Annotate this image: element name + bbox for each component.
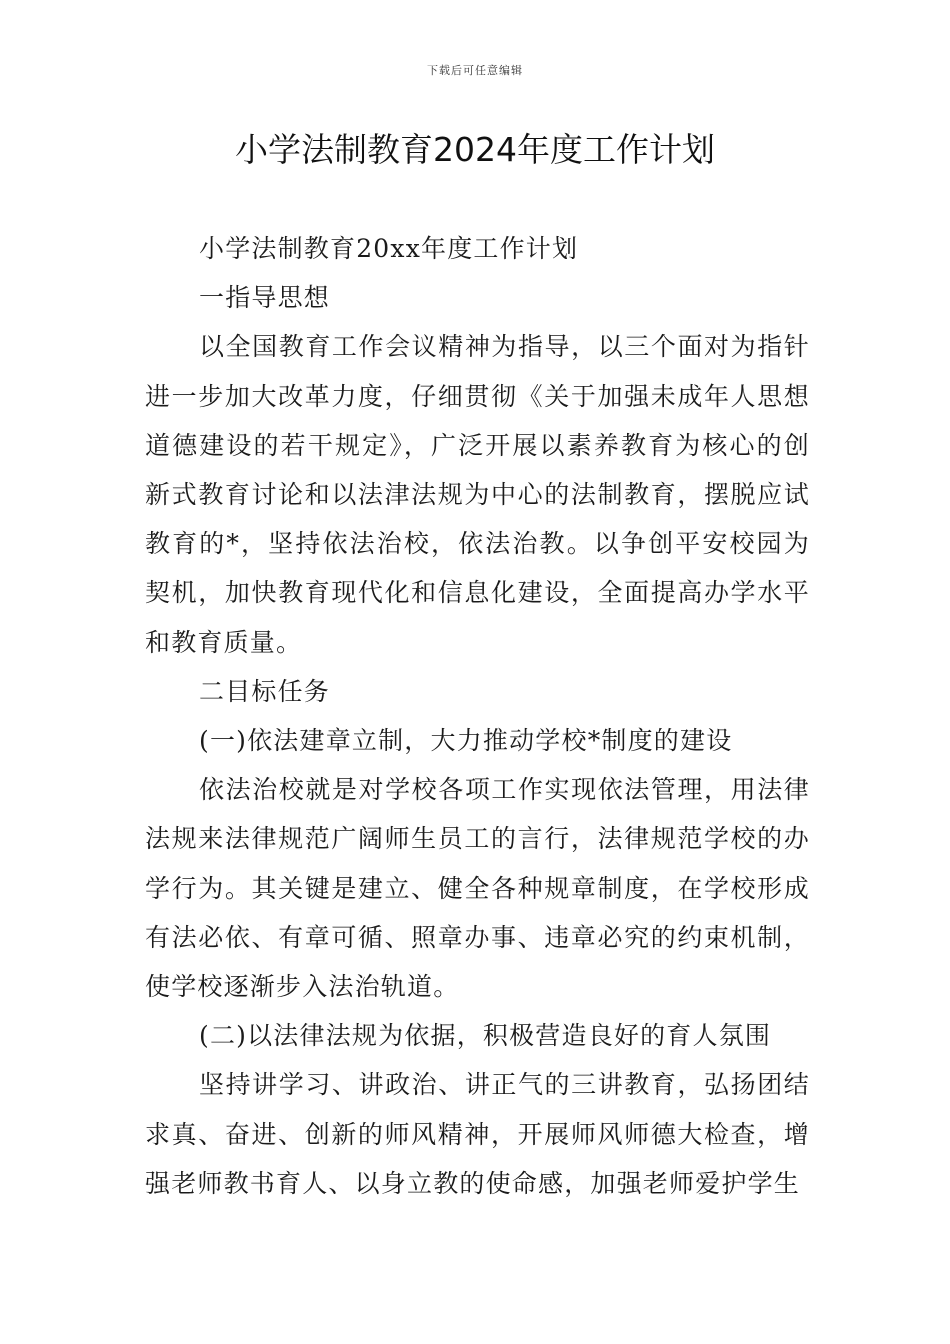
paragraph-education-atmosphere: 坚持讲学习、讲政治、讲正气的三讲教育，弘扬团结求真、奋进、创新的师风精神，开展师风师德大检查，增强老师教书育人、以身立教的使命感，加强老师爱护学生 xyxy=(145,1070,810,1198)
subheading-education-atmosphere: (二)以法律法规为依据，积极营造良好的育人氛围 xyxy=(199,1021,772,1051)
section-heading-goals: 二目标任务 xyxy=(199,676,331,706)
paragraph-guiding-thought: 以全国教育工作会议精神为指导，以三个面对为指针进一步加大改革力度，仔细贯彻《关于加强未成年人思想道德建设的若干规定》，广泛开展以素养教育为核心的创新式教育讨论和以法津法规为中心的法制教育，摆脱应试教育的*，坚持依法治校，依法治教。以争创平安校园为契机，加快教育现代化和信息化建设，全面提高办学水平和教育质量。 xyxy=(145,332,810,657)
section-heading-guiding-thought: 一指导思想 xyxy=(199,283,331,313)
page-header-note: 下载后可任意编辑 xyxy=(427,64,523,77)
paragraph-subtitle: 小学法制教育20xx年度工作计划 xyxy=(199,234,579,263)
paragraph-rules-system: 依法治校就是对学校各项工作实现依法管理，用法律法规来法律规范广阔师生员工的言行，法律规范学校的办学行为。其关键是建立、健全各种规章制度，在学校形成有法必依、有章可循、照章办事、违章必究的约束机制，使学校逐渐步入法治轨道。 xyxy=(145,775,810,1002)
document-body xyxy=(145,224,810,1208)
subheading-rules-system: (一)依法建章立制，大力推动学校*制度的建设 xyxy=(199,726,733,756)
document-title: 小学法制教育2024年度工作计划 xyxy=(235,130,715,169)
